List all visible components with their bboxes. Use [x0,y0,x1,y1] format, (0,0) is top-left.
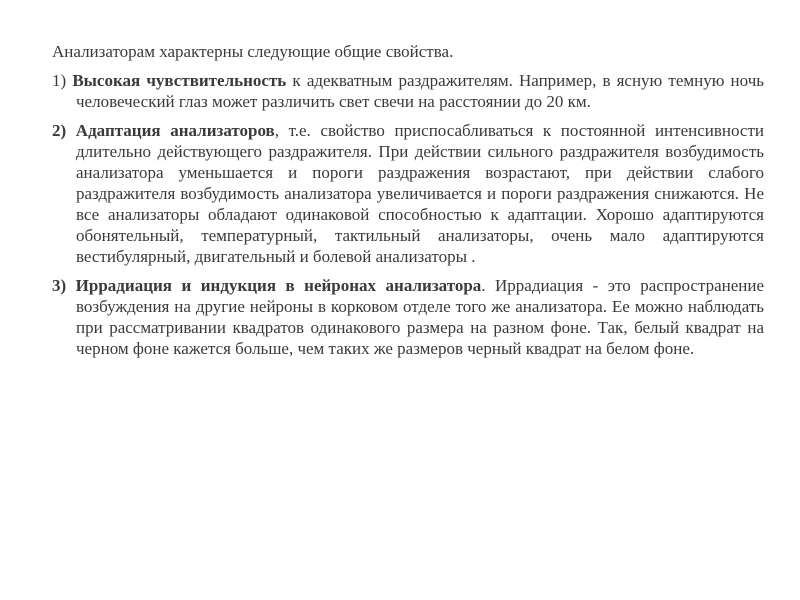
item-number: 2) [52,121,67,140]
property-item-2 [52,120,764,267]
item-number: 3) [52,276,67,295]
property-item-1 [52,70,764,112]
item-term: Высокая чувствительность [72,71,287,90]
property-item-3 [52,275,764,359]
intro-text: Анализаторам характерны следующие общие свойства. [52,42,454,61]
item-number: 1) [52,71,67,90]
item-text: к адекватным раздражителям. Например, в ясную темную ночь человеческий глаз может различить свет свечи на расстоянии до 20 км. [76,71,765,111]
item-term: Иррадиация и индукция в нейронах анализатора [75,276,482,295]
item-term: Адаптация анализаторов [75,121,275,140]
slide-content [52,41,764,359]
item-text: . Иррадиация - это распространение возбуждения на другие нейроны в корковом отделе того же анализатора. Ее можно наблюдать при рассматривании квадратов одинакового размера на разном фоне. Так, белый квадрат на черном фоне кажется больше, чем таких же размеров черный квадрат на белом фоне. [76,276,765,358]
item-text: , т.е. свойство приспосабливаться к постоянной интенсивности длительно действующего раздражителя. При действии сильного раздражителя возбудимость анализатора уменьшается и пороги раздражения возрастают, при действии слабого раздражителя возбудимость анализатора увеличивается и пороги раздражения снижаются. Не все анализаторы обладают одинаковой способностью к адаптации. Хорошо адаптируются обонятельный, температурный, тактильный анализаторы, очень мало адаптируются вестибулярный, двигательный и болевой анализаторы . [76,121,764,266]
